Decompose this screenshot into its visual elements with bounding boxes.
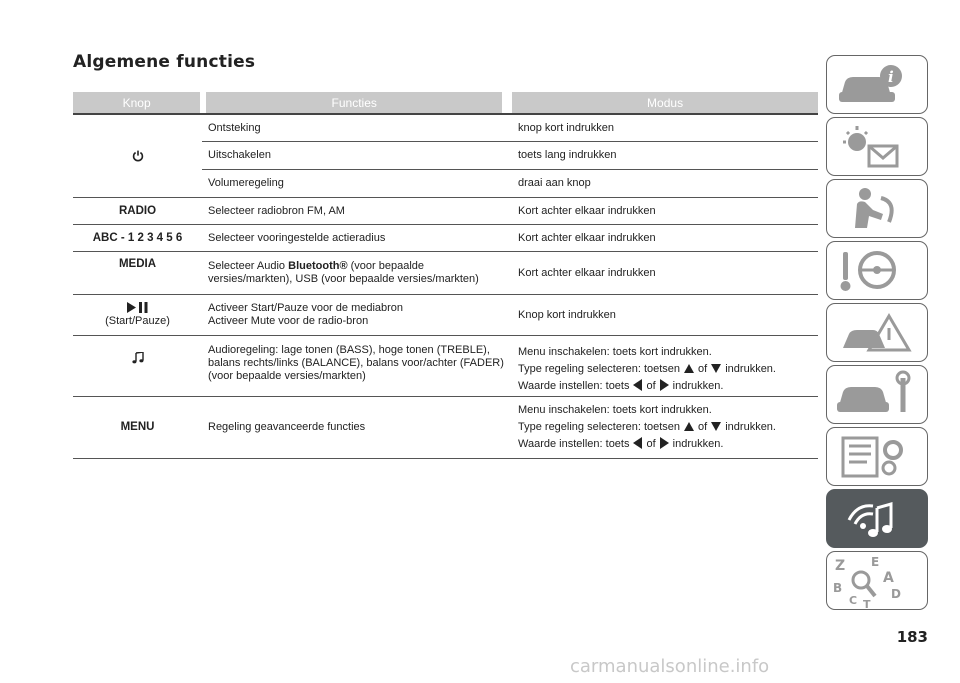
page-title: Algemene functies <box>73 52 256 72</box>
button-presets: ABC - 1 2 3 4 5 6 <box>92 231 183 244</box>
function-text: (voor bepaalde versies/markten), USB (voor bepaalde versies/markten) <box>208 260 479 285</box>
svg-text:i: i <box>888 68 894 86</box>
button-play-pause <box>73 295 202 335</box>
mode-line: Type regeling selecteren: toetsen of indrukken. <box>518 421 776 433</box>
tab-seat-safety[interactable] <box>826 179 928 238</box>
left-arrow-icon <box>633 379 642 391</box>
cell-function: Selecteer radiobron FM, AM <box>208 204 345 217</box>
down-arrow-icon <box>711 422 721 431</box>
mode-line: Menu inschakelen: toets kort indrukken. <box>518 404 712 416</box>
table-row <box>73 252 818 295</box>
mode-line: Menu inschakelen: toets kort indrukken. <box>518 346 712 358</box>
button-sublabel: (Start/Pauze) <box>105 315 170 327</box>
cell-function: Audioregeling: lage tonen (BASS), hoge tonen (TREBLE), balans rechts/links (BALANCE), balans voor/achter (FADER) (voor bepaalde versies/markten) <box>208 344 504 382</box>
tab-car-info[interactable] <box>826 55 928 114</box>
table-row <box>73 198 818 225</box>
tab-warning-lights[interactable] <box>826 117 928 176</box>
header-knop: Knop <box>122 95 151 110</box>
up-arrow-icon <box>684 364 694 373</box>
car-info-icon <box>827 56 927 113</box>
mode-line: Type regeling selecteren: toetsen of indrukken. <box>518 363 776 375</box>
page-number: 183 <box>896 628 928 646</box>
cell-function: Uitschakelen <box>208 149 271 161</box>
mode-line: Waarde instellen: toets of indrukken. <box>518 438 724 450</box>
cell-mode <box>508 344 818 395</box>
table-row <box>73 225 818 252</box>
chapter-sidebar <box>826 55 928 613</box>
table-row <box>73 115 818 198</box>
function-text: Selecteer Audio <box>208 260 289 272</box>
road-warning-icon <box>827 304 927 361</box>
power-icon <box>132 150 144 162</box>
svg-text:Z: Z <box>835 558 846 574</box>
cell-mode: Kort achter elkaar indrukken <box>518 231 656 244</box>
tab-car-maintenance[interactable] <box>826 365 928 424</box>
play-pause-icon <box>126 302 150 313</box>
function-line: Activeer Start/Pauze voor de mediabron <box>208 302 404 314</box>
left-arrow-icon <box>633 437 642 449</box>
button-audio <box>73 336 202 396</box>
cell-mode <box>508 402 818 453</box>
music-note-icon <box>132 352 144 364</box>
steering-key-icon <box>827 242 927 299</box>
tab-multimedia[interactable] <box>826 489 928 548</box>
table-row <box>73 336 818 397</box>
multimedia-icon <box>827 490 927 547</box>
button-menu: MENU <box>120 421 155 433</box>
svg-text:C: C <box>849 594 858 607</box>
cell-mode: knop kort indrukken <box>518 121 614 134</box>
up-arrow-icon <box>684 422 694 431</box>
tab-steering-key[interactable] <box>826 241 928 300</box>
warning-lights-icon <box>827 118 927 175</box>
cell-mode: draai aan knop <box>518 177 591 189</box>
car-maintenance-icon <box>827 366 927 423</box>
bluetooth-label: Bluetooth® <box>288 260 348 272</box>
index-icon <box>827 552 927 609</box>
seat-safety-icon <box>827 180 927 237</box>
mode-line: Waarde instellen: toets of indrukken. <box>518 380 724 392</box>
header-functies: Functies <box>331 95 377 110</box>
tab-technical-data[interactable] <box>826 427 928 486</box>
tab-index[interactable] <box>826 551 928 610</box>
header-modus: Modus <box>647 95 684 110</box>
button-media: MEDIA <box>118 258 157 270</box>
table-row <box>73 295 818 336</box>
cell-function: Ontsteking <box>208 121 261 134</box>
table-row <box>73 397 818 459</box>
cell-function <box>202 302 508 328</box>
cell-function: Regeling geavanceerde functies <box>208 421 366 433</box>
svg-text:A: A <box>883 570 894 586</box>
cell-mode: Kort achter elkaar indrukken <box>518 204 656 217</box>
cell-function: Selecteer vooringestelde actieradius <box>208 231 386 244</box>
function-line: Activeer Mute voor de radio-bron <box>208 315 369 327</box>
technical-data-icon <box>827 428 927 485</box>
cell-function: Volumeregeling <box>208 177 284 189</box>
down-arrow-icon <box>711 364 721 373</box>
watermark: carmanualsonline.info <box>570 656 770 677</box>
tab-road-warning[interactable] <box>826 303 928 362</box>
cell-mode: Kort achter elkaar indrukken <box>518 266 656 279</box>
button-radio: RADIO <box>118 204 157 217</box>
right-arrow-icon <box>660 379 669 391</box>
cell-mode: Knop kort indrukken <box>518 308 616 321</box>
svg-text:B: B <box>833 581 843 595</box>
power-knob <box>73 115 202 197</box>
cell-function <box>202 260 508 286</box>
svg-text:E: E <box>871 555 880 569</box>
cell-mode: toets lang indrukken <box>518 149 617 161</box>
table-header <box>73 92 818 113</box>
svg-text:T: T <box>863 598 871 609</box>
svg-text:D: D <box>891 587 901 601</box>
functions-table <box>73 92 818 459</box>
right-arrow-icon <box>660 437 669 449</box>
